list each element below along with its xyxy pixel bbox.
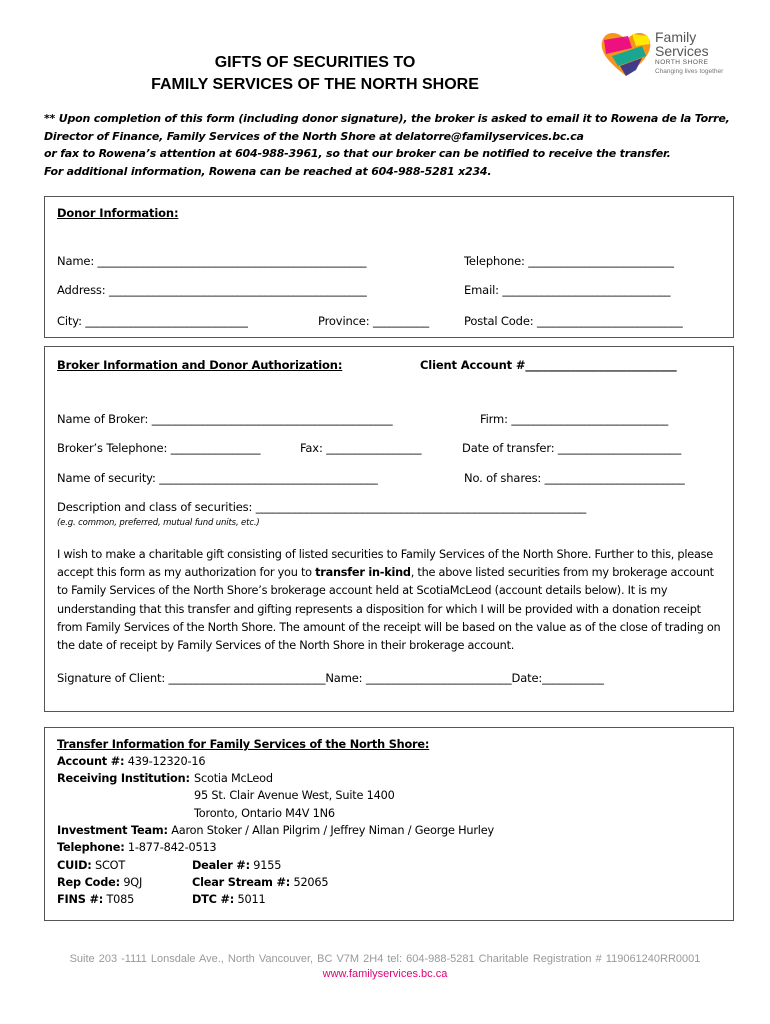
donor-email-field[interactable]: Email: ______________________________ xyxy=(464,283,671,297)
family-services-logo xyxy=(598,26,738,84)
authorization-text-1: I wish to make a charitable gift consisting of listed securities to Family Services of the North Shore. Further to this, please accept this form as my authorization for you to xyxy=(57,548,713,580)
donor-telephone-field[interactable]: Telephone: __________________________ xyxy=(464,254,674,268)
account-label: Account #: xyxy=(57,755,125,768)
authorization-paragraph xyxy=(57,546,727,655)
transfer-heading: Transfer Information for Family Services of the North Shore: xyxy=(57,738,430,751)
dtc-row xyxy=(192,891,265,908)
client-account-field[interactable]: Client Account #___________________________ xyxy=(420,358,677,372)
donor-province-field[interactable]: Province: __________ xyxy=(318,314,429,328)
team-value: Aaron Stoker / Allan Pilgrim / Jeffrey Niman / George Hurley xyxy=(171,824,494,837)
fins-row xyxy=(57,891,134,908)
rep-label: Rep Code: xyxy=(57,876,120,889)
logo-tagline: Changing lives together xyxy=(655,68,724,75)
investment-team-row xyxy=(57,822,494,839)
title-line-1: GIFTS OF SECURITIES TO xyxy=(214,54,416,71)
clear-stream-row xyxy=(192,874,328,891)
telephone-label: Telephone: xyxy=(57,841,125,854)
description-field[interactable]: Description and class of securities: ___________________________________________________________ xyxy=(57,500,587,514)
dealer-value: 9155 xyxy=(253,859,282,872)
logo-line-3: NORTH SHORE xyxy=(655,59,709,66)
donor-heading: Donor Information: xyxy=(57,206,179,220)
donor-address-field[interactable]: Address: ______________________________________________ xyxy=(57,283,367,297)
rep-code-row xyxy=(57,874,142,891)
intro-line-1: ** Upon completion of this form (including donor signature), the broker is asked to email it to Rowena de la Torre, xyxy=(44,112,730,125)
intro-line-3: or fax to Rowena’s attention at 604-988-3961, so that our broker can be notified to receive the transfer. xyxy=(44,147,671,160)
broker-firm-field[interactable]: Firm: ____________________________ xyxy=(480,412,669,426)
donor-name-field[interactable]: Name: ________________________________________________ xyxy=(57,254,367,268)
institution-line-1: Scotia McLeod xyxy=(194,772,273,785)
name-of-security-field[interactable]: Name of security: _______________________________________ xyxy=(57,471,378,485)
dtc-value: 5011 xyxy=(237,893,266,906)
cuid-label: CUID: xyxy=(57,859,92,872)
broker-telephone-field[interactable]: Broker’s Telephone: ________________ xyxy=(57,441,261,455)
cuid-value: SCOT xyxy=(94,859,126,872)
fins-label: FINS #: xyxy=(57,893,104,906)
intro-instructions xyxy=(44,110,744,180)
number-of-shares-field[interactable]: No. of shares: _________________________ xyxy=(464,471,685,485)
date-of-transfer-field[interactable]: Date of transfer: ______________________ xyxy=(462,441,682,455)
dealer-row xyxy=(192,857,281,874)
footer-website-link[interactable]: www.familyservices.bc.ca xyxy=(322,968,448,980)
team-label: Investment Team: xyxy=(57,824,168,837)
logo-line-2: Services xyxy=(655,43,709,59)
donor-city-field[interactable]: City: _____________________________ xyxy=(57,314,248,328)
clear-value: 52065 xyxy=(293,876,329,889)
broker-name-field[interactable]: Name of Broker: ___________________________________________ xyxy=(57,412,393,426)
institution-line-2: 95 St. Clair Avenue West, Suite 1400 xyxy=(194,789,395,802)
institution-label: Receiving Institution: xyxy=(57,772,190,785)
rep-value: 9QJ xyxy=(123,876,143,889)
donor-postal-code-field[interactable]: Postal Code: __________________________ xyxy=(464,314,683,328)
broker-heading: Broker Information and Donor Authorization: xyxy=(57,358,343,372)
account-value: 439-12320-16 xyxy=(127,755,206,768)
broker-fax-field[interactable]: Fax: _________________ xyxy=(300,441,422,455)
intro-line-4: For additional information, Rowena can be reached at 604-988-5281 x234. xyxy=(44,164,492,178)
institution-line-3: Toronto, Ontario M4V 1N6 xyxy=(194,807,335,820)
intro-line-2: Director of Finance, Family Services of the North Shore at delatorre@familyservices.bc.ca xyxy=(44,129,584,143)
telephone-row xyxy=(57,839,216,856)
authorization-emphasis: transfer in-kind xyxy=(315,566,411,580)
cuid-row xyxy=(57,857,125,874)
signature-line[interactable]: Signature of Client: ____________________________Name: __________________________Date:___________ xyxy=(57,671,604,685)
dtc-label: DTC #: xyxy=(192,893,235,906)
title-line-2: FAMILY SERVICES OF THE NORTH SHORE xyxy=(151,76,479,93)
fins-value: T085 xyxy=(106,893,135,906)
authorization-text-2: , the above listed securities from my brokerage account to Family Services of the North Shore’s brokerage account held at ScotiaMcLeod (account details below). It is my understanding that this transfer and gifting represents a disposition for which I will be provided with a donation receipt from Family Services of the North Shore. The amount of the receipt will be based on the value as of the close of trading on the date of receipt by Family Services of the North Shore in their brokerage account. xyxy=(57,566,721,653)
description-hint: (e.g. common, preferred, mutual fund units, etc.) xyxy=(57,518,260,528)
heart-logo-icon xyxy=(598,26,654,82)
form-title xyxy=(100,52,530,96)
dealer-label: Dealer #: xyxy=(192,859,250,872)
footer-address: Suite 203 -1111 Lonsdale Ave., North Vancouver, BC V7M 2H4 tel: 604-988-5281 Charitable Registration # 119061240RR0001 xyxy=(69,953,701,965)
account-number-row xyxy=(57,753,205,770)
clear-label: Clear Stream #: xyxy=(192,876,291,889)
telephone-value: 1-877-842-0513 xyxy=(127,841,217,854)
logo-line-1: Family xyxy=(655,29,697,45)
